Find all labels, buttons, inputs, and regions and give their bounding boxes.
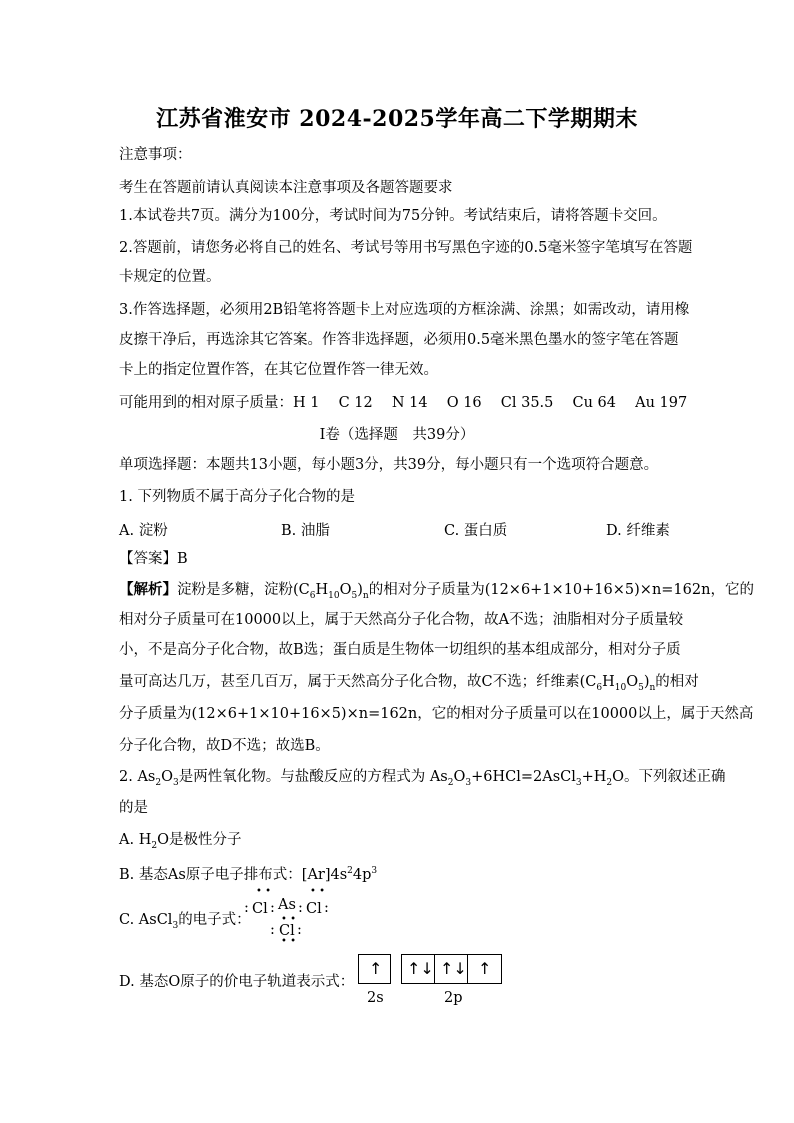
question-2-stem-line-1: 2. $As_2O_3$是两性氧化物。与盐酸反应的方程式为 $As_2O_3+6HCl=2AsCl_3+H_2O$。下列叙述正确 bbox=[119, 769, 726, 788]
question-2-stem-line-2: 的是 bbox=[119, 800, 148, 816]
analysis-label: 【解析】 bbox=[119, 581, 177, 598]
question-2-option-b: B. 基态As原子电子排布式：$[Ar]4s^24p^3$ bbox=[119, 866, 378, 883]
section-instruction: 单项选择题：本题共13小题，每小题3分，共39分，每小题只有一个选项符合题意。 bbox=[119, 457, 659, 473]
atomic-masses: 可能用到的相对原子质量：H 1 C 12 N 14 O 16 Cl 35.5 Cu 64 Au 197 bbox=[119, 395, 688, 411]
question-1-answer: 【答案】B bbox=[119, 551, 188, 567]
notice-item-2-line-2: 卡规定的位置。 bbox=[119, 269, 221, 285]
question-1-analysis-line-3: 小，不是高分子化合物，故B选；蛋白质是生物体一切组织的基本组成部分，相对分子质 bbox=[119, 642, 681, 658]
notice-intro: 考生在答题前请认真阅读本注意事项及各题答题要求 bbox=[119, 180, 453, 196]
ascl3-electron-dot-structure: • • • • : Cl : As : Cl : • • : Cl : • • bbox=[244, 886, 329, 947]
question-2-option-a: A. $H_2O$是极性分子 bbox=[119, 832, 242, 851]
question-1-analysis-line-6: 分子化合物，故D不选；故选B。 bbox=[119, 738, 330, 754]
notice-item-2-line-1: 2.答题前，请您务必将自己的姓名、考试号等用书写黑色字迹的0.5毫米签字笔填写在答题 bbox=[119, 240, 693, 256]
orbital-2p-3 bbox=[468, 955, 501, 983]
question-2-option-c: C. AsCl$_3$的电子式： bbox=[119, 912, 251, 931]
notice-item-3-line-3: 卡上的指定位置作答，在其它位置作答一律无效。 bbox=[119, 362, 438, 378]
question-1-analysis-line-4: 量可高达几万，甚至几百万，属于天然高分子化合物，故C不选；纤维素$(C_6H_{10}O_5)_n$的相对 bbox=[119, 674, 699, 693]
orbital-2s-label: 2s bbox=[367, 990, 384, 1006]
orbital-2p-2 bbox=[435, 955, 468, 983]
question-1-option-d: D. 纤维素 bbox=[606, 523, 670, 539]
question-1-option-c: C. 蛋白质 bbox=[444, 523, 508, 539]
question-1-analysis-line-2: 相对分子质量可在10000以上，属于天然高分子化合物，故A不选；油脂相对分子质量较 bbox=[119, 612, 684, 628]
question-1-analysis-line-5: 分子质量为(12×6+1×10+16×5)×n=162n，它的相对分子质量可以在10000以上，属于天然高 bbox=[119, 706, 754, 722]
question-1-option-a: A. 淀粉 bbox=[119, 523, 168, 539]
orbital-2p-label: 2p bbox=[444, 990, 463, 1006]
question-2-option-d: D. 基态O原子的价电子轨道表示式： bbox=[119, 974, 355, 990]
spin-up-arrow-icon: ↑ bbox=[369, 959, 383, 978]
question-1-stem: 1. 下列物质不属于高分子化合物的是 bbox=[119, 489, 355, 505]
orbital-2p-box bbox=[401, 954, 502, 984]
spin-up-arrow-icon: ↑ bbox=[478, 959, 492, 978]
notice-heading: 注意事项： bbox=[119, 147, 192, 163]
notice-item-1: 1.本试卷共7页。满分为100分，考试时间为75分钟。考试结束后，请将答题卡交回。 bbox=[119, 208, 667, 224]
spin-pair-arrow-icon: ↑↓ bbox=[440, 959, 467, 978]
page-title: 江苏省淮安市 2024-2025学年高二下学期期末 bbox=[156, 106, 638, 132]
orbital-2p-1 bbox=[402, 955, 435, 983]
question-1-analysis-line-1: 【解析】淀粉是多糖，淀粉$(C_6H_{10}O_5)_n$的相对分子质量为(12×6+1×10+16×5)×n=162n，它的 bbox=[119, 581, 754, 601]
orbital-2s-box bbox=[358, 954, 391, 984]
spin-pair-arrow-icon: ↑↓ bbox=[407, 959, 434, 978]
question-1-option-b: B. 油脂 bbox=[281, 523, 330, 539]
notice-item-3-line-2: 皮擦干净后，再选涂其它答案。作答非选择题，必须用0.5毫米黑色墨水的签字笔在答题 bbox=[119, 332, 679, 348]
notice-item-3-line-1: 3.作答选择题，必须用2B铅笔将答题卡上对应选项的方框涂满、涂黑；如需改动，请用橡 bbox=[119, 302, 690, 318]
section-title: I卷（选择题 共39分） bbox=[319, 427, 475, 443]
